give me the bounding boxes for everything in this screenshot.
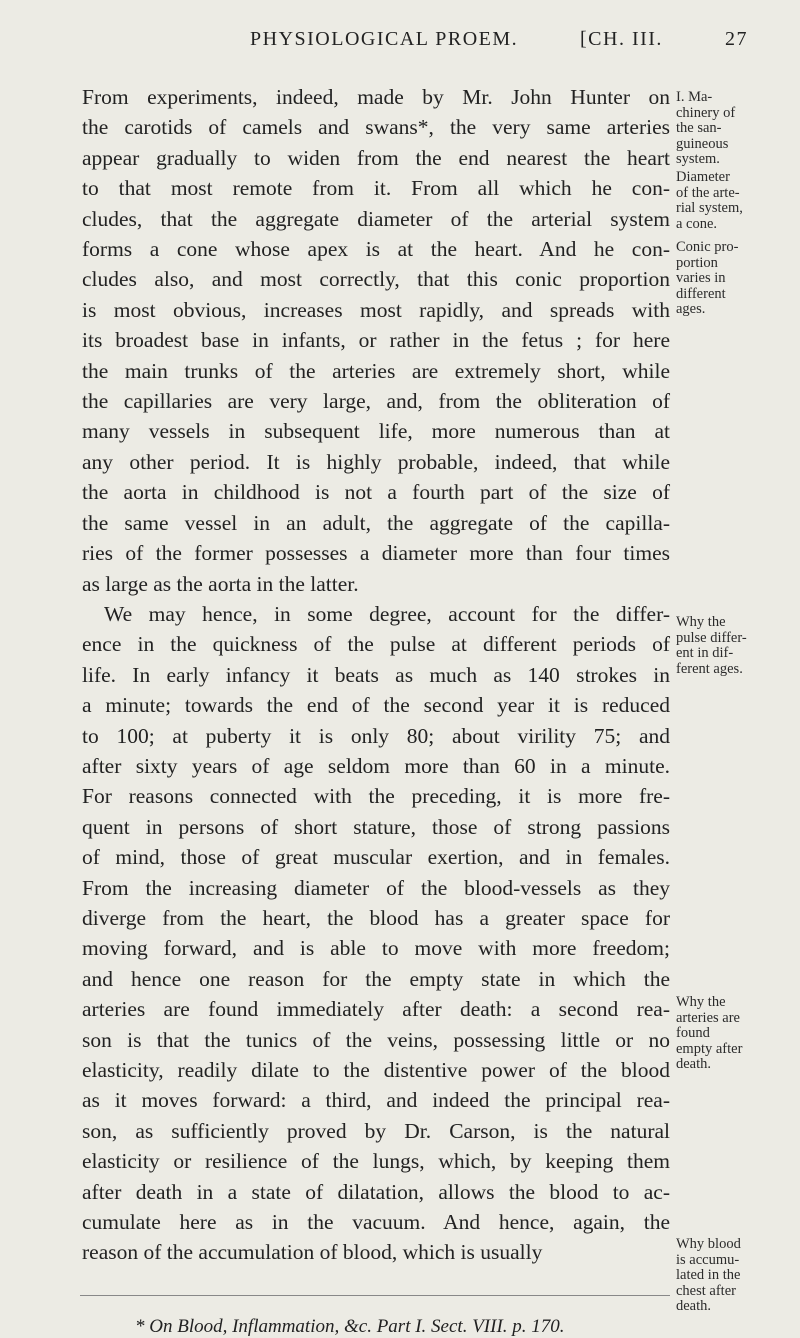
text-line: the aorta in childhood is not a fourth part of the size of — [82, 480, 670, 505]
sidenote-line: arteries are — [676, 1009, 740, 1026]
sidenote-line: a cone. — [676, 215, 718, 232]
text-line: For reasons connected with the preceding, it is more fre- — [82, 784, 670, 809]
paragraph-1 — [82, 82, 670, 599]
text-line: quent in persons of short stature, those of strong passions — [82, 814, 670, 839]
sidenote-line: Why the — [676, 614, 726, 630]
text-line: cludes, that the aggregate diameter of the arterial system — [82, 206, 670, 231]
sidenote-line: different — [676, 285, 726, 302]
text-line: son is that the tunics of the veins, possessing little or no — [82, 1027, 670, 1052]
sidenote-blood-chest — [676, 1237, 796, 1315]
sidenote-line: I. Ma- — [676, 89, 713, 105]
sidenote-line: is accumu- — [676, 1251, 740, 1268]
text-line: ries of the former possesses a diameter more than four times — [82, 541, 670, 566]
text-line: cludes also, and most correctly, that this conic proportion — [82, 267, 670, 292]
text-line: moving forward, and is able to move with more freedom; — [82, 936, 670, 961]
text-line: the carotids of camels and swans*, the very same arteries — [82, 115, 670, 140]
sidenote-line: Diameter — [676, 169, 730, 185]
sidenote-line: ent in dif- — [676, 645, 734, 661]
sidenote-line: Conic pro- — [676, 239, 739, 255]
text-line: after sixty years of age seldom more than 60 in a minute. — [82, 753, 670, 778]
text-line: reason of the accumulation of blood, which is usually — [82, 1240, 543, 1265]
paragraph-2 — [82, 599, 670, 1268]
text-line: as large as the aorta in the latter. — [82, 571, 359, 596]
text-line: any other period. It is highly probable, indeed, that while — [82, 449, 670, 474]
text-line: as it moves forward: a third, and indeed the principal rea- — [82, 1088, 670, 1113]
text-line: elasticity, readily dilate to the distentive power of the blood — [82, 1058, 670, 1082]
sidenote-machinery — [676, 90, 796, 168]
text-line: the capillaries are very large, and, from the obliteration of — [82, 389, 670, 414]
text-line: to that most remote from it. From all which he con- — [82, 176, 670, 201]
sidenote-line: Why blood — [676, 1236, 741, 1252]
sidenote-line: portion — [676, 254, 718, 271]
sidenote-line: pulse differ- — [676, 629, 747, 646]
text-line: of mind, those of great muscular exertion, and in females. — [82, 845, 670, 870]
sidenote-conic-proportion — [676, 240, 796, 318]
text-line: a minute; towards the end of the second year it is reduced — [82, 693, 670, 718]
text-line: From experiments, indeed, made by Mr. John Hunter on — [82, 85, 670, 109]
text-line: is most obvious, increases most rapidly, and spreads with — [82, 297, 670, 322]
sidenote-empty-arteries — [676, 995, 796, 1073]
sidenote-line: rial system, — [676, 200, 743, 216]
chapter-marker: [CH. III. — [580, 28, 663, 50]
sidenote-line: lated in the — [676, 1267, 741, 1283]
sidenote-line: chest after — [676, 1282, 736, 1299]
text-line: ence in the quickness of the pulse at different periods of — [82, 632, 670, 657]
sidenote-line: ages. — [676, 301, 706, 317]
text-line: arteries are found immediately after death: a second rea- — [82, 997, 670, 1022]
running-title: PHYSIOLOGICAL PROEM. — [250, 28, 519, 50]
text-line: and hence one reason for the empty state in which the — [82, 966, 670, 991]
text-line: the same vessel in an adult, the aggregate of the capilla- — [82, 510, 670, 535]
sidenote-line: guineous — [676, 135, 729, 152]
sidenote-line: chinery of — [676, 104, 736, 121]
footnote: * On Blood, Inflammation, &c. Part I. Sect. VIII. p. 170. — [135, 1316, 565, 1337]
text-line: elasticity or resilience of the lungs, which, by keeping them — [82, 1149, 670, 1174]
sidenote-line: death. — [676, 1298, 712, 1314]
text-line: son, as sufficiently proved by Dr. Carson, is the natural — [82, 1118, 670, 1143]
sidenote-line: the san- — [676, 120, 722, 136]
text-line: forms a cone whose apex is at the heart. And he con- — [82, 237, 670, 262]
text-line: diverge from the heart, the blood has a greater space for — [82, 905, 670, 930]
text-line: its broadest base in infants, or rather in the fetus ; for here — [82, 328, 670, 353]
text-line: From the increasing diameter of the blood-vessels as they — [82, 875, 670, 900]
text-line: after death in a state of dilatation, allows the blood to ac- — [82, 1179, 670, 1204]
sidenote-line: varies in — [676, 270, 726, 286]
sidenote-line: ferent ages. — [676, 660, 743, 677]
sidenote-line: Why the — [676, 994, 726, 1010]
sidenote-line: found — [676, 1025, 710, 1041]
sidenote-line: of the arte- — [676, 184, 740, 201]
sidenote-line: death. — [676, 1056, 712, 1072]
text-line: We may hence, in some degree, account for the differ- — [104, 601, 670, 626]
text-line: cumulate here as in the vacuum. And hence, again, the — [82, 1210, 670, 1235]
text-line: many vessels in subsequent life, more numerous than at — [82, 419, 670, 444]
footnote-divider — [80, 1295, 670, 1296]
main-text — [82, 82, 670, 1268]
text-line: life. In early infancy it beats as much as 140 strokes in — [82, 662, 670, 687]
text-line: appear gradually to widen from the end nearest the heart — [82, 145, 670, 170]
text-line: the main trunks of the arteries are extremely short, while — [82, 358, 670, 383]
sidenote-diameter — [676, 170, 796, 232]
sidenote-line: system. — [676, 151, 720, 167]
sidenote-line: empty after — [676, 1040, 743, 1057]
page-number: 27 — [725, 28, 748, 50]
text-line: to 100; at puberty it is only 80; about virility 75; and — [82, 723, 670, 748]
sidenote-pulse — [676, 615, 796, 677]
